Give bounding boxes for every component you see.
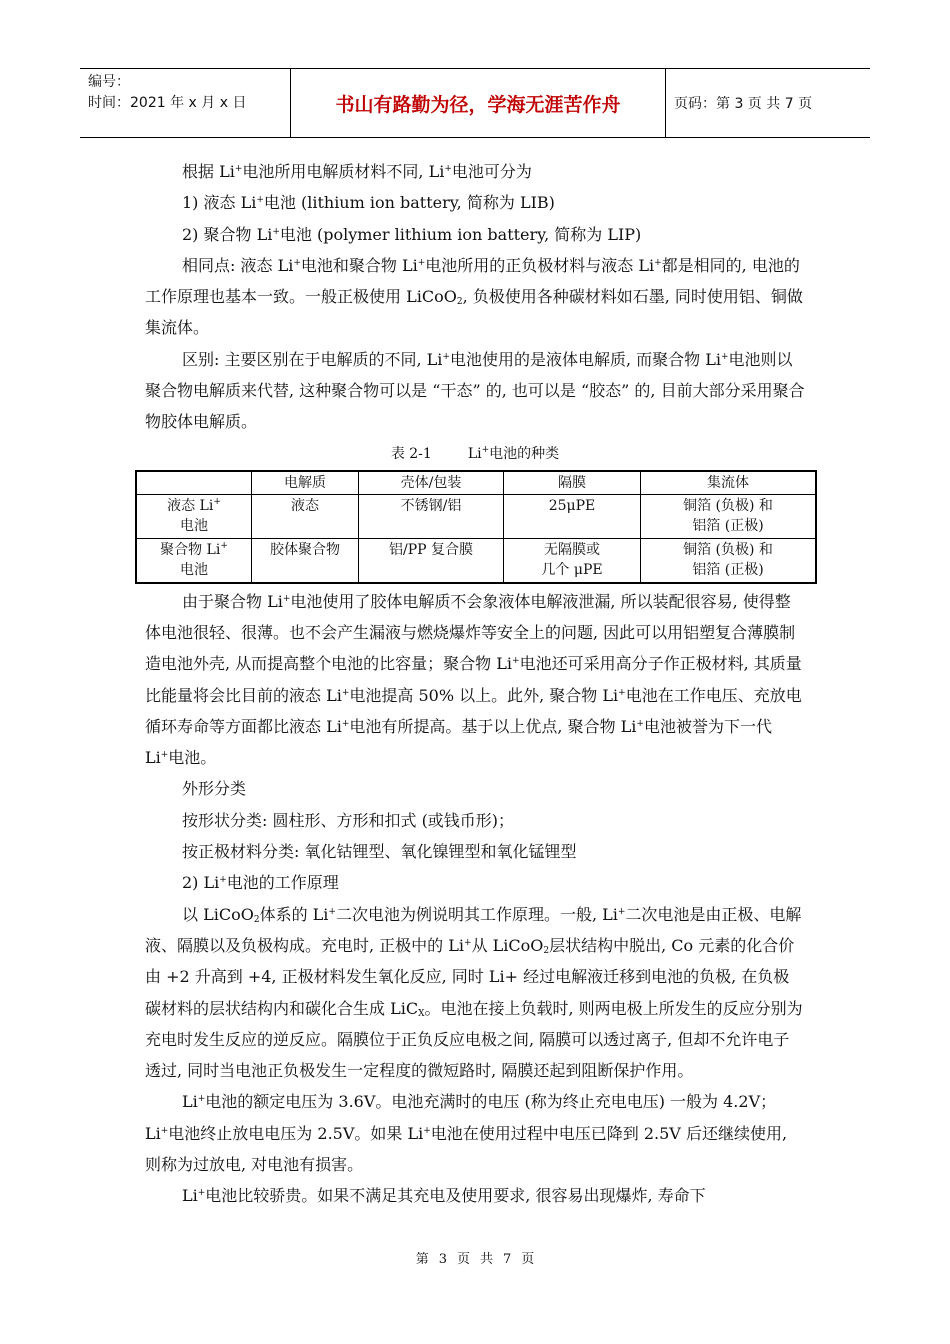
- header-meta: [80, 69, 291, 137]
- paragraph: 根据 Li+电池所用电解质材料不同, Li+电池可分为: [182, 162, 532, 181]
- table-caption: 表 2-1 Li+电池的种类: [390, 444, 560, 462]
- table-cell: 25μPE: [504, 494, 641, 538]
- paragraph: 2) 聚合物 Li+电池 (polymer lithium ion battery, 简称为 LIP): [182, 224, 642, 244]
- document-header: [80, 68, 870, 138]
- battery-types-table: [135, 470, 817, 584]
- paragraph: 相同点: 液态 Li+电池和聚合物 Li+电池所用的正负极材料与液态 Li+都是相同的, 电池的工作原理也基本一致。一般正极使用 LiCoO$_2$, 负极使用各种碳材料如石墨, 同时使用铝、铜做集流体。: [145, 255, 803, 338]
- table-header-cell: 集流体: [641, 471, 817, 495]
- table-row: [136, 538, 816, 583]
- paragraph: 以 LiCoO$_2$体系的 Li+二次电池为例说明其工作原理。一般, Li+二次电池是由正极、电解液、隔膜以及负极构成。充电时, 正极中的 Li+从 LiCoO$_2$层状结构中脱出, Co 元素的化合价由 +2 升高到 +4, 正极材料发生氧化反应, 同时 Li+ 经过电解液迁移到电池的负极, 在负极碳材料的层状结构内和碳化合生成 LiC$_X$。电池在接上负载时, 则两电极上所发生的反应分别为充电时发生反应的逆反应。隔膜位于正负反应电极之间, 隔膜可以透过离子, 但却不允许电子透过, 同时当电池正负极发生一定程度的微短路时, 隔膜还起到阻断保护作用。: [145, 904, 803, 1081]
- table-cell: 液态 Li+ 电池: [136, 494, 252, 538]
- paragraph: 区别: 主要区别在于电解质的不同, Li+电池使用的是液体电解质, 而聚合物 Li+电池则以聚合物电解质来代替, 这种聚合物可以是 “干态” 的, 也可以是 “胶态” 的, 目前大部分采用聚合物胶体电解质。: [145, 349, 805, 432]
- table-cell: 铜箔 (负极) 和 铝箔 (正极): [641, 538, 817, 583]
- table-header-row: [136, 471, 816, 495]
- footer-page-number: 3: [438, 1252, 447, 1267]
- table-cell: 聚合物 Li+ 电池: [136, 538, 252, 583]
- paragraph: 2) Li+电池的工作原理: [182, 873, 339, 893]
- doc-number-label: 编号：: [88, 74, 130, 90]
- table-row: [136, 494, 816, 538]
- table-cell: 胶体聚合物: [252, 538, 359, 583]
- paragraph: 按正极材料分类: 氧化钴锂型、氧化镍锂型和氧化锰锂型: [182, 842, 577, 862]
- paragraph: Li+电池比较骄贵。如果不满足其充电及使用要求, 很容易出现爆炸, 寿命下: [182, 1186, 706, 1206]
- header-page-info: 页码：第 3 页 共 7 页: [674, 96, 813, 112]
- table-cell: 铝/PP 复合膜: [359, 538, 504, 583]
- table-cell: 铜箔 (负极) 和 铝箔 (正极): [641, 494, 817, 538]
- table-header-cell: 壳体/包装: [359, 471, 504, 495]
- table-header-cell: [136, 471, 252, 495]
- header-motto: 书山有路勤为径，学海无涯苦作舟: [291, 69, 666, 137]
- paragraph: 外形分类: [182, 779, 247, 799]
- paragraph: 1) 液态 Li+电池 (lithium ion battery, 简称为 LIB): [182, 193, 555, 213]
- table-cell: 液态: [252, 494, 359, 538]
- footer-page-total: 7: [503, 1252, 512, 1267]
- table-header-cell: 电解质: [252, 471, 359, 495]
- table-cell: 不锈钢/铝: [359, 494, 504, 538]
- paragraph: 按形状分类: 圆柱形、方形和扣式 (或钱币形)；: [182, 810, 515, 830]
- table-cell: 无隔膜或 几个 μPE: [504, 538, 641, 583]
- paragraph: Li+电池的额定电压为 3.6V。电池充满时的电压 (称为终止充电电压) 一般为 4.2V；Li+电池终止放电电压为 2.5V。如果 Li+电池在使用过程中电压已降到 2.5V 后还继续使用, 则称为过放电, 对电池有损害。: [145, 1092, 788, 1175]
- date-label: 时间：2021 年 x 月 x 日: [88, 95, 247, 111]
- document-body: [145, 156, 805, 1212]
- paragraph: 由于聚合物 Li+电池使用了胶体电解质不会象液体电解液泄漏, 所以装配很容易, 使得整体电池很轻、很薄。也不会产生漏液与燃烧爆炸等安全上的问题, 因此可以用铝塑复合薄膜制造电池外壳, 从而提高整个电池的比容量；聚合物 Li+电池还可采用高分子作正极材料, 其质量比能量将会比目前的液态 Li+电池提高 50% 以上。此外, 聚合物 Li+电池在工作电压、充放电循环寿命等方面都比液态 Li+电池有所提高。基于以上优点, 聚合物 Li+电池被誉为下一代 Li+电池。: [145, 591, 802, 768]
- table-header-cell: 隔膜: [504, 471, 641, 495]
- page-footer: 第 3 页 共 7 页: [415, 1252, 535, 1267]
